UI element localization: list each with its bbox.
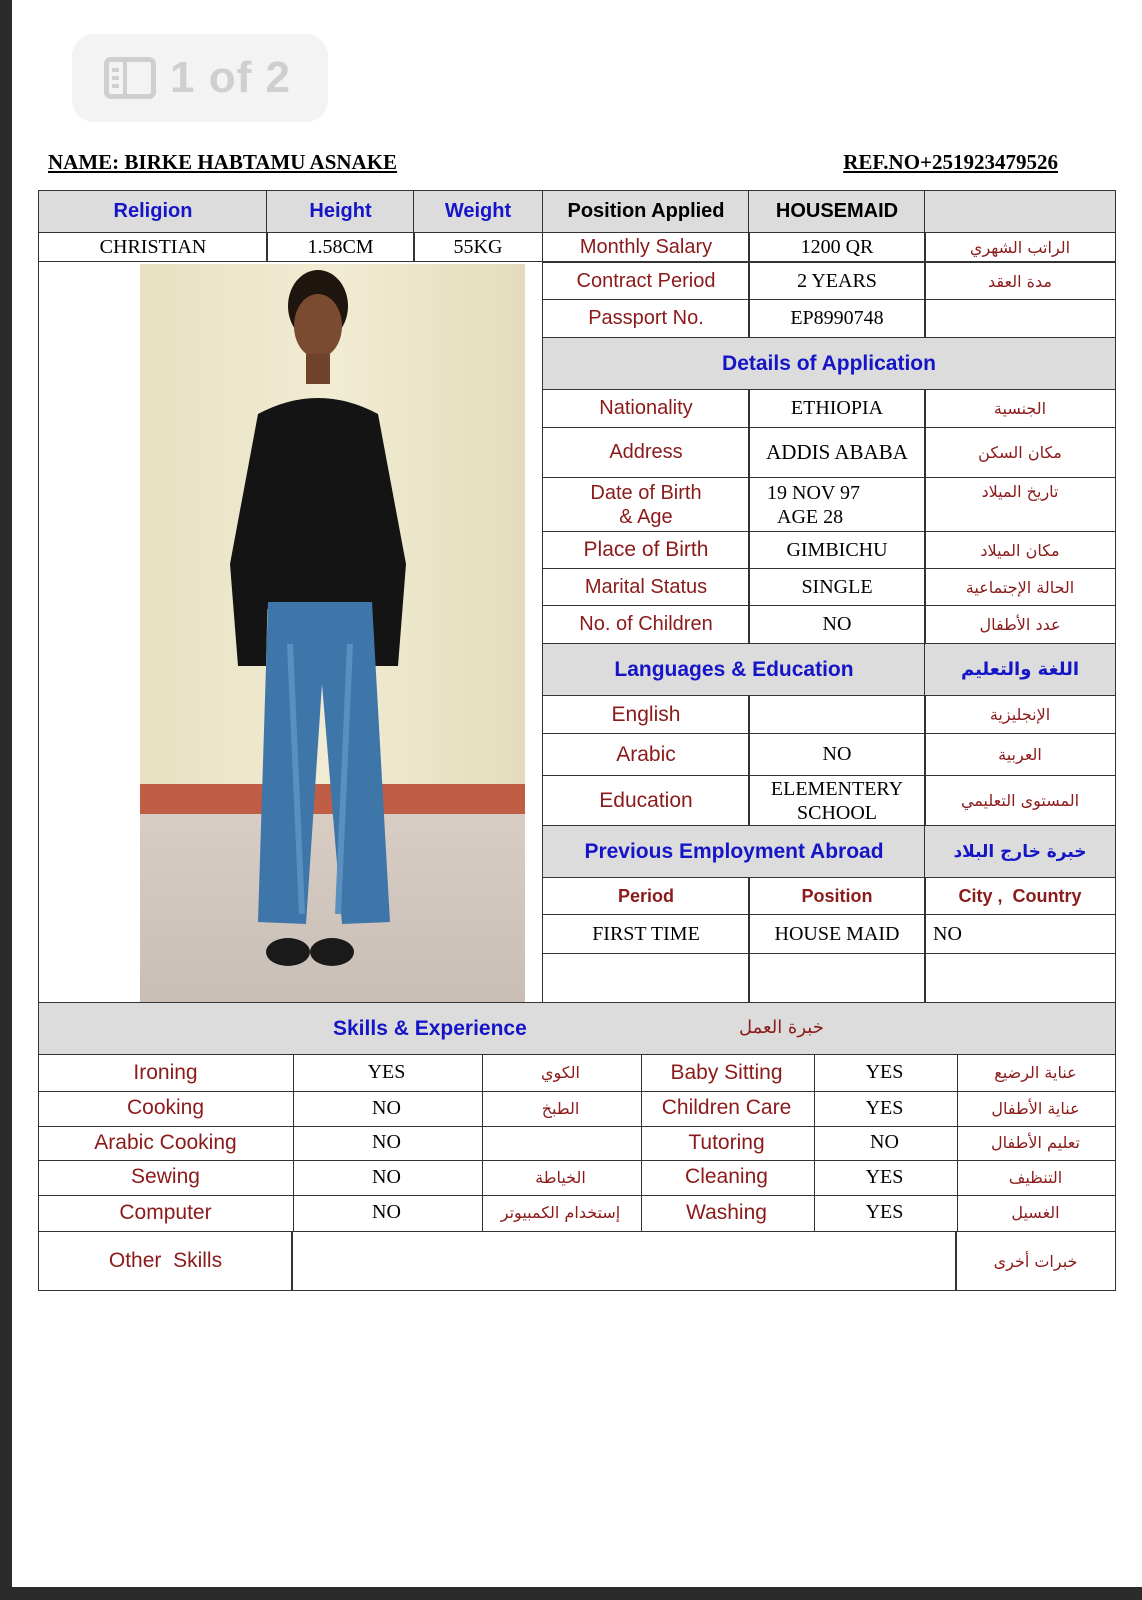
monthly-salary-arabic: الراتب الشهري [924, 232, 1116, 262]
other-skills-arabic: خبرات أخرى [955, 1231, 1116, 1291]
pob-arabic: مكان الميلاد [924, 531, 1116, 569]
skill-left-value: NO [372, 1096, 401, 1119]
skill-left-row-cell [38, 1090, 293, 1126]
employment-empty-2 [748, 953, 926, 1003]
monthly-salary-value: 1200 QR [748, 232, 926, 262]
skill-right-label: Tutoring [688, 1130, 765, 1154]
skill-right-row-cell [639, 1194, 814, 1231]
skill-left-value: NO [372, 1165, 401, 1188]
dob-label-line2: & Age [619, 505, 673, 528]
skill-right-row-cell [812, 1159, 957, 1195]
skill-left-row-cell [480, 1159, 641, 1195]
pob-value: GIMBICHU [748, 531, 926, 569]
marital-arabic: الحالة الإجتماعية [924, 568, 1116, 606]
skills-section-title: Skills & Experience [333, 1017, 527, 1040]
contract-period-value: 2 YEARS [748, 262, 926, 300]
skill-left-row-cell [291, 1054, 482, 1091]
skill-right-row-cell [955, 1090, 1116, 1126]
nationality-value: ETHIOPIA [748, 389, 926, 428]
dob-value [748, 477, 926, 532]
monthly-salary-label: Monthly Salary [542, 232, 750, 262]
address-value: ADDIS ABABA [748, 427, 926, 478]
dob-date: 19 NOV 97 [767, 481, 860, 504]
skill-left-ar: الكوي [541, 1063, 580, 1082]
skill-right-row-cell [955, 1054, 1116, 1091]
contract-period-arabic: مدة العقد [924, 262, 1116, 300]
skill-left-label: Computer [119, 1200, 212, 1224]
marital-value: SINGLE [748, 568, 926, 606]
employment-position: HOUSE MAID [748, 914, 926, 954]
skill-right-row-cell [639, 1125, 814, 1160]
skill-right-row-cell [812, 1090, 957, 1126]
page-count: 1 of 2 [170, 53, 291, 102]
employment-section-title: Previous Employment Abroad [542, 825, 926, 878]
dob-age: AGE 28 [777, 505, 844, 528]
skill-left-row-cell [480, 1090, 641, 1126]
skills-section-title-arabic: خبرة العمل [739, 1017, 824, 1038]
candidate-name: NAME: BIRKE HABTAMU ASNAKE [48, 150, 398, 174]
skill-right-value: YES [865, 1201, 904, 1223]
other-skills-value [291, 1231, 957, 1291]
marital-label: Marital Status [542, 568, 750, 606]
education-value [748, 775, 926, 826]
skill-left-row-cell [291, 1159, 482, 1195]
dob-label-line1: Date of Birth [590, 481, 702, 504]
skill-left-row-cell [291, 1125, 482, 1160]
arabic-arabic: العربية [924, 733, 1116, 776]
skill-right-ar: الغسيل [1011, 1203, 1060, 1222]
children-arabic: عدد الأطفال [924, 605, 1116, 644]
skill-right-row-cell [812, 1125, 957, 1160]
pages-icon [104, 57, 156, 99]
skill-left-label: Cooking [126, 1096, 205, 1119]
dob-arabic: تاريخ الميلاد [924, 477, 1116, 532]
skill-left-row-cell [38, 1054, 293, 1091]
skill-right-value: YES [865, 1096, 904, 1119]
skill-left-value: NO [372, 1201, 401, 1223]
employment-col-period: Period [542, 877, 750, 915]
page-indicator[interactable] [72, 34, 328, 122]
education-line1: ELEMENTERY [770, 777, 904, 800]
document-page [12, 0, 1142, 1587]
skill-left-row-cell [38, 1125, 293, 1160]
skill-right-label: Baby Sitting [670, 1060, 783, 1084]
reference-number: REF.NO+251923479526 [843, 150, 1058, 174]
employment-col-position: Position [748, 877, 926, 915]
languages-section-title-arabic: اللغة والتعليم [924, 643, 1116, 696]
skill-right-row-cell [955, 1125, 1116, 1160]
english-arabic: الإنجليزية [924, 695, 1116, 734]
skill-left-row-cell [291, 1194, 482, 1231]
dob-label [542, 477, 750, 532]
employment-period: FIRST TIME [542, 914, 750, 954]
children-value: NO [748, 605, 926, 644]
weight-header: Weight [413, 190, 543, 233]
skill-left-label: Ironing [133, 1060, 198, 1084]
skill-right-label: Washing [686, 1200, 767, 1224]
contract-period-label: Contract Period [542, 262, 750, 300]
passport-blank [924, 299, 1116, 338]
skill-left-ar: إستخدام الكمبيوتر [500, 1203, 621, 1222]
skill-left-label: Arabic Cooking [94, 1130, 237, 1154]
education-line2: SCHOOL [796, 801, 877, 824]
skill-right-row-cell [639, 1090, 814, 1126]
skill-right-value: NO [870, 1131, 899, 1153]
skill-right-label: Children Care [661, 1096, 792, 1119]
arabic-label: Arabic [542, 733, 750, 776]
skills-section-header [38, 1002, 1116, 1055]
height-header: Height [266, 190, 415, 233]
employment-empty-3 [924, 953, 1116, 1003]
languages-section-title: Languages & Education [542, 643, 926, 696]
education-label: Education [542, 775, 750, 826]
skill-left-row-cell [38, 1159, 293, 1195]
height-value: 1.58CM [266, 232, 415, 262]
details-section-title: Details of Application [542, 337, 1116, 390]
skill-left-ar: الخياطة [535, 1167, 586, 1187]
skill-right-value: YES [865, 1061, 904, 1083]
skill-left-row-cell [291, 1090, 482, 1126]
skill-left-ar: الطبخ [541, 1098, 580, 1118]
nationality-label: Nationality [542, 389, 750, 428]
arabic-value: NO [748, 733, 926, 776]
skill-right-row-cell [812, 1194, 957, 1231]
skill-right-row-cell [639, 1054, 814, 1091]
skill-right-value: YES [865, 1165, 904, 1188]
religion-value: CHRISTIAN [38, 232, 268, 262]
skill-left-label: Sewing [131, 1165, 200, 1188]
nationality-arabic: الجنسية [924, 389, 1116, 428]
other-skills-label: Other Skills [38, 1231, 293, 1291]
candidate-photo [140, 264, 525, 1002]
skill-right-ar: عناية الأطفال [991, 1098, 1080, 1118]
employment-empty-1 [542, 953, 750, 1003]
position-applied-blank [924, 190, 1116, 233]
address-arabic: مكان السكن [924, 427, 1116, 478]
education-arabic: المستوى التعليمي [924, 775, 1116, 826]
position-applied-label: Position Applied [542, 190, 750, 233]
address-label: Address [542, 427, 750, 478]
skill-right-row-cell [955, 1194, 1116, 1231]
skill-left-row-cell [480, 1054, 641, 1091]
skill-left-value: NO [372, 1131, 401, 1153]
skill-right-row-cell [639, 1159, 814, 1195]
skill-right-ar: التنظيف [1008, 1167, 1063, 1187]
skill-right-row-cell [812, 1054, 957, 1091]
passport-value: EP8990748 [748, 299, 926, 338]
passport-label: Passport No. [542, 299, 750, 338]
skill-right-ar: عناية الرضيع [994, 1063, 1077, 1082]
skill-right-row-cell [955, 1159, 1116, 1195]
skill-right-label: Cleaning [685, 1165, 768, 1188]
employment-city: NO [924, 914, 1116, 954]
pob-label: Place of Birth [542, 531, 750, 569]
skill-left-row-cell [480, 1194, 641, 1231]
skill-right-ar: تعليم الأطفال [991, 1133, 1080, 1152]
english-label: English [542, 695, 750, 734]
position-applied-value: HOUSEMAID [748, 190, 926, 233]
weight-value: 55KG [413, 232, 543, 262]
skill-left-row-cell [480, 1125, 641, 1160]
skill-left-value: YES [367, 1061, 406, 1083]
children-label: No. of Children [542, 605, 750, 644]
employment-col-city: City , Country [924, 877, 1116, 915]
skill-left-row-cell [38, 1194, 293, 1231]
employment-section-title-arabic: خبرة خارج البلاد [924, 825, 1116, 878]
religion-header: Religion [38, 190, 268, 233]
english-value [748, 695, 926, 734]
